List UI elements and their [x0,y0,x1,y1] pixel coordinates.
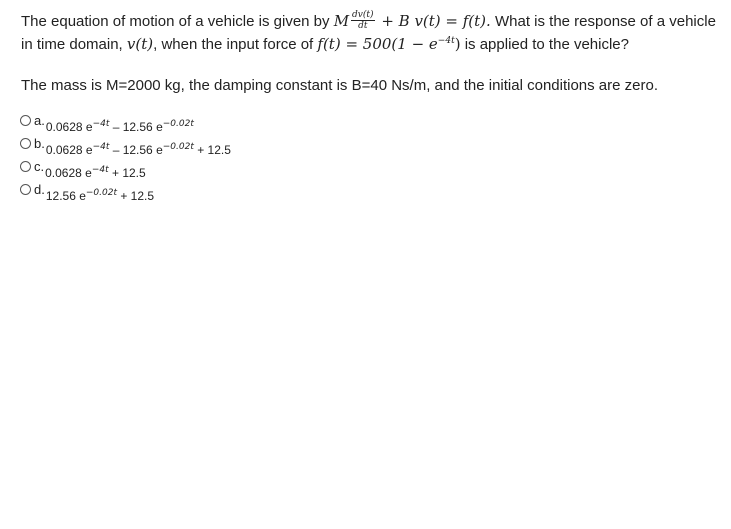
radio-button-a[interactable] [20,115,31,126]
mass-symbol: M [333,12,350,30]
option-a[interactable] [20,114,231,136]
option-expression [46,143,231,157]
expr-term: + 12.5 [193,143,231,157]
derivative-fraction [351,10,375,31]
expr-term: + 12.5 [108,166,146,180]
force-close: ) [454,35,461,53]
expr-term: 0.0628 e [45,120,93,134]
question-input-text: , when the input force of [153,36,318,53]
radio-button-c[interactable] [20,161,31,172]
option-expression [45,166,146,180]
expr-term: – 12.56 e [109,143,163,157]
fraction-numerator: dv(t) [352,9,374,20]
option-b[interactable] [20,137,231,159]
expr-term: 0.0628 e [45,143,93,157]
expr-term: – 12.56 e [109,120,163,134]
option-letter: d. [34,182,45,197]
expr-term: 0.0628 e [45,166,92,180]
radio-button-b[interactable] [20,138,31,149]
question-text [21,10,721,56]
expr-term: + 12.5 [117,189,155,203]
option-letter: c. [34,159,45,174]
option-letter: b. [34,136,45,151]
expr-exponent: −4t [92,142,110,152]
option-c[interactable] [20,160,231,182]
expr-exponent: −4t [91,165,109,175]
question-intro: The equation of motion of a vehicle is given by [21,13,334,30]
force-exponent: −4t [437,36,455,46]
radio-button-d[interactable] [20,184,31,195]
expr-exponent: −0.02t [85,188,117,198]
expr-exponent: −0.02t [162,142,194,152]
option-expression [46,189,154,203]
option-letter: a. [34,113,45,128]
expr-exponent: −4t [92,119,110,129]
force-equation: f(t) = 500(1 − e [317,35,438,53]
question-ask: What is the response of a vehicle [490,13,716,30]
question-domain-text: in time domain, [21,36,127,53]
option-d[interactable] [20,183,231,205]
answer-options [20,114,231,206]
velocity-symbol: v(t) [126,35,154,53]
option-expression [46,120,194,134]
expr-exponent: −0.02t [162,119,194,129]
parameters-text: The mass is M=2000 kg, the damping constant is B=40 Ns/m, and the initial conditions are zero. [21,77,659,94]
fraction-denominator: dt [358,20,368,31]
equation-rest: + B v(t) = f(t). [376,12,491,30]
question-end-text: is applied to the vehicle? [460,36,629,53]
expr-term: 12.56 e [45,189,86,203]
question-line-2 [21,33,721,56]
question-line-1 [21,10,721,33]
